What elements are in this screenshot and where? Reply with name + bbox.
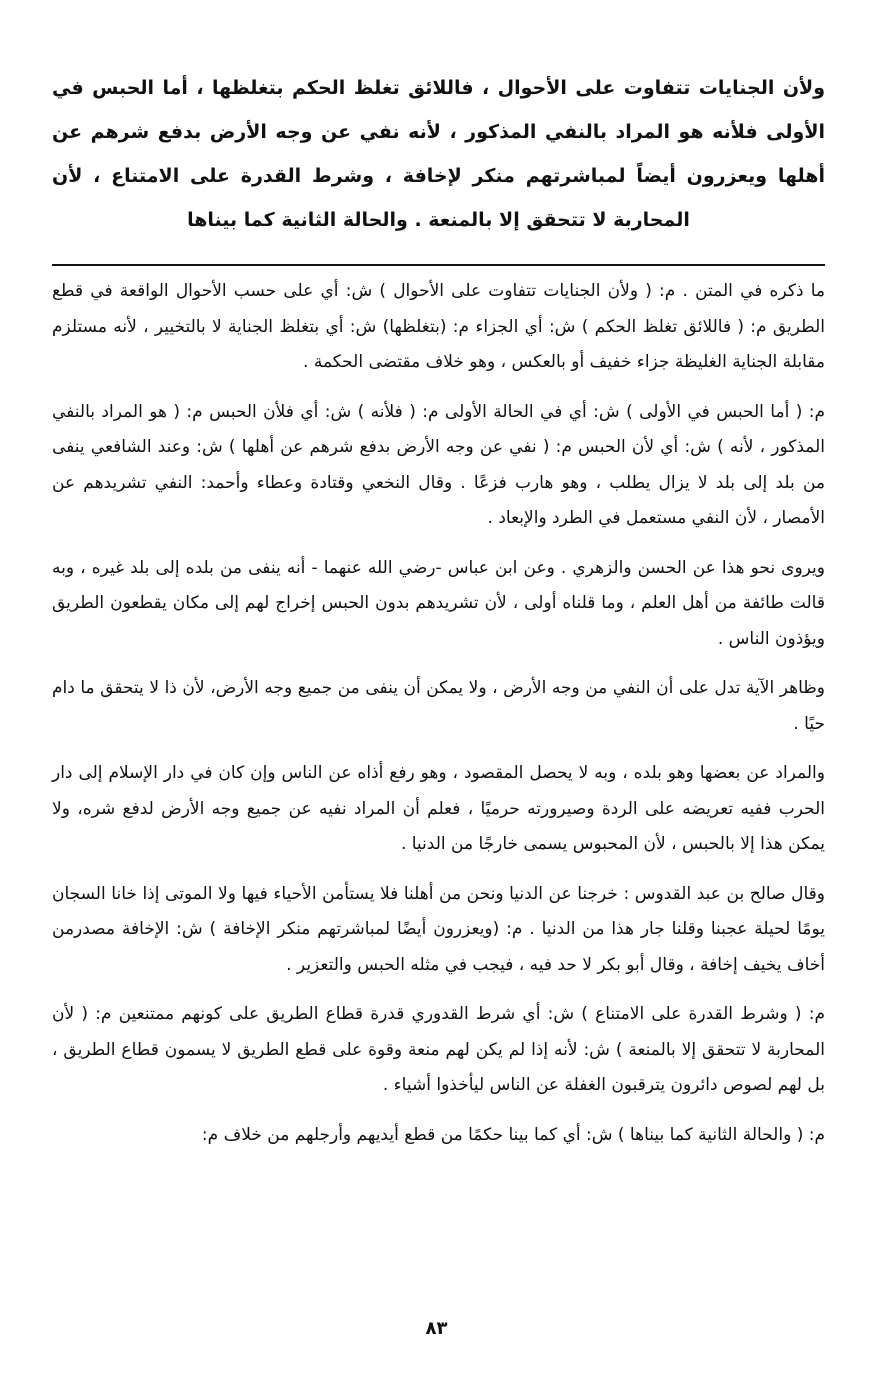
footnote-divider bbox=[52, 264, 825, 266]
page-number: ٨٣ bbox=[425, 1318, 448, 1339]
main-text: ولأن الجنايات تتفاوت على الأحوال ، فاللائق تغلظ الحكم بتغلظها ، أما الحبس في الأولى فلأنه هو المراد بالنفي المذكور ، لأنه نفي عن وجه الأرض بدفع شرهم عن أهلها ويعزرون أيضاً لمباشرتهم منكر لإخافة ، وشرط القدرة على الامتناع ، لأن المحاربة لا تتحقق إلا بالمنعة . والحالة الثانية كما بيناها bbox=[52, 77, 825, 231]
commentary-paragraph: ويروى نحو هذا عن الحسن والزهري . وعن ابن عباس -رضي الله عنهما - أنه ينفى من بلده إلى بلد غيره ، وبه قالت طائفة من أهل العلم ، وما قلناه أولى ، لأن تشريدهم بدون الحبس إخراج لهم إلى مكان يقطعون الطريق ويؤذون الناس . bbox=[52, 557, 825, 649]
commentary-paragraph: وظاهر الآية تدل على أن النفي من وجه الأرض ، ولا يمكن أن ينفى من جميع وجه الأرض، لأن ذا لا يتحقق ما دام حيًا . bbox=[52, 678, 825, 734]
commentary-paragraph: م: ( أما الحبس في الأولى ) ش: أي في الحالة الأولى م: ( فلأنه ) ش: أي فلأن الحبس م: ( هو المراد بالنفي المذكور ، لأنه ) ش: أي لأن الحبس م: ( نفي عن وجه الأرض بدفع شرهم عن أهلها ) ش: وعند الشافعي ينفى من بلد إلى بلد لا يزال يطلب ، وهو هارب فزعًا . وقال النخعي وقتادة وعطاء وأحمد: النفي تشريدهم عن الأمصار ، لأن النفي مستعمل في الطرد والإبعاد . bbox=[52, 401, 825, 528]
commentary-paragraph: م: ( وشرط القدرة على الامتناع ) ش: أي شرط القدوري قدرة قطاع الطريق على كونهم ممتنعين م: ( لأن المحاربة لا تتحقق إلا بالمنعة ) ش: لأنه إذا لم يكن لهم منعة وقوة على قطع الطريق لا يسمون قطاع الطريق ، بل لهم لصوص دائرون يترقبون الغفلة عن الناس ليأخذوا أشياء . bbox=[52, 1004, 825, 1095]
commentary-paragraph: م: ( والحالة الثانية كما بيناها ) ش: أي كما بينا حكمًا من قطع أيديهم وأرجلهم من خلاف م: bbox=[201, 1124, 825, 1145]
commentary-paragraph: والمراد عن بعضها وهو بلده ، وبه لا يحصل المقصود ، وهو رفع أذاه عن الناس وإن كان في دار الإسلام إلى دار الحرب ففيه تعريضه على الردة وصيرورته حرميًا ، فعلم أن المراد نفيه عن جميع وجه الأرض لدفع شره، ولا يمكن هذا إلا بالحبس ، لأن المحبوس يسمى خارجًا من الدنيا . bbox=[52, 763, 825, 854]
commentary-paragraph: ما ذكره في المتن . م: ( ولأن الجنايات تتفاوت على الأحوال ) ش: أي على حسب الأحوال الواقعة في قطع الطريق م: ( فاللائق تغلظ الحكم ) ش: أي الجزاء م: (بتغلظها) ش: أي بتغلظ الجناية لا بالتخيير ، لأنه مستلزم مقابلة الجناية الغليظة جزاء خفيف أو بالعكس ، وهو خلاف مقتضى الحكمة . bbox=[52, 281, 825, 372]
commentary-section bbox=[52, 274, 825, 1153]
commentary-paragraph: وقال صالح بن عبد القدوس : خرجنا عن الدنيا ونحن من أهلنا فلا يستأمن الأحياء فيها ولا الموتى إذا خانا السجان يومًا لحيلة عجبنا وقلنا جار هذا من الدنيا . م: (ويعزرون أيضًا لمباشرتهم منكر الإخافة ) ش: الإخافة مصدرمن أخاف يخيف إخافة ، وقال أبو بكر لا حد فيه ، فيجب في مثله الحبس والتعزير . bbox=[52, 883, 825, 975]
